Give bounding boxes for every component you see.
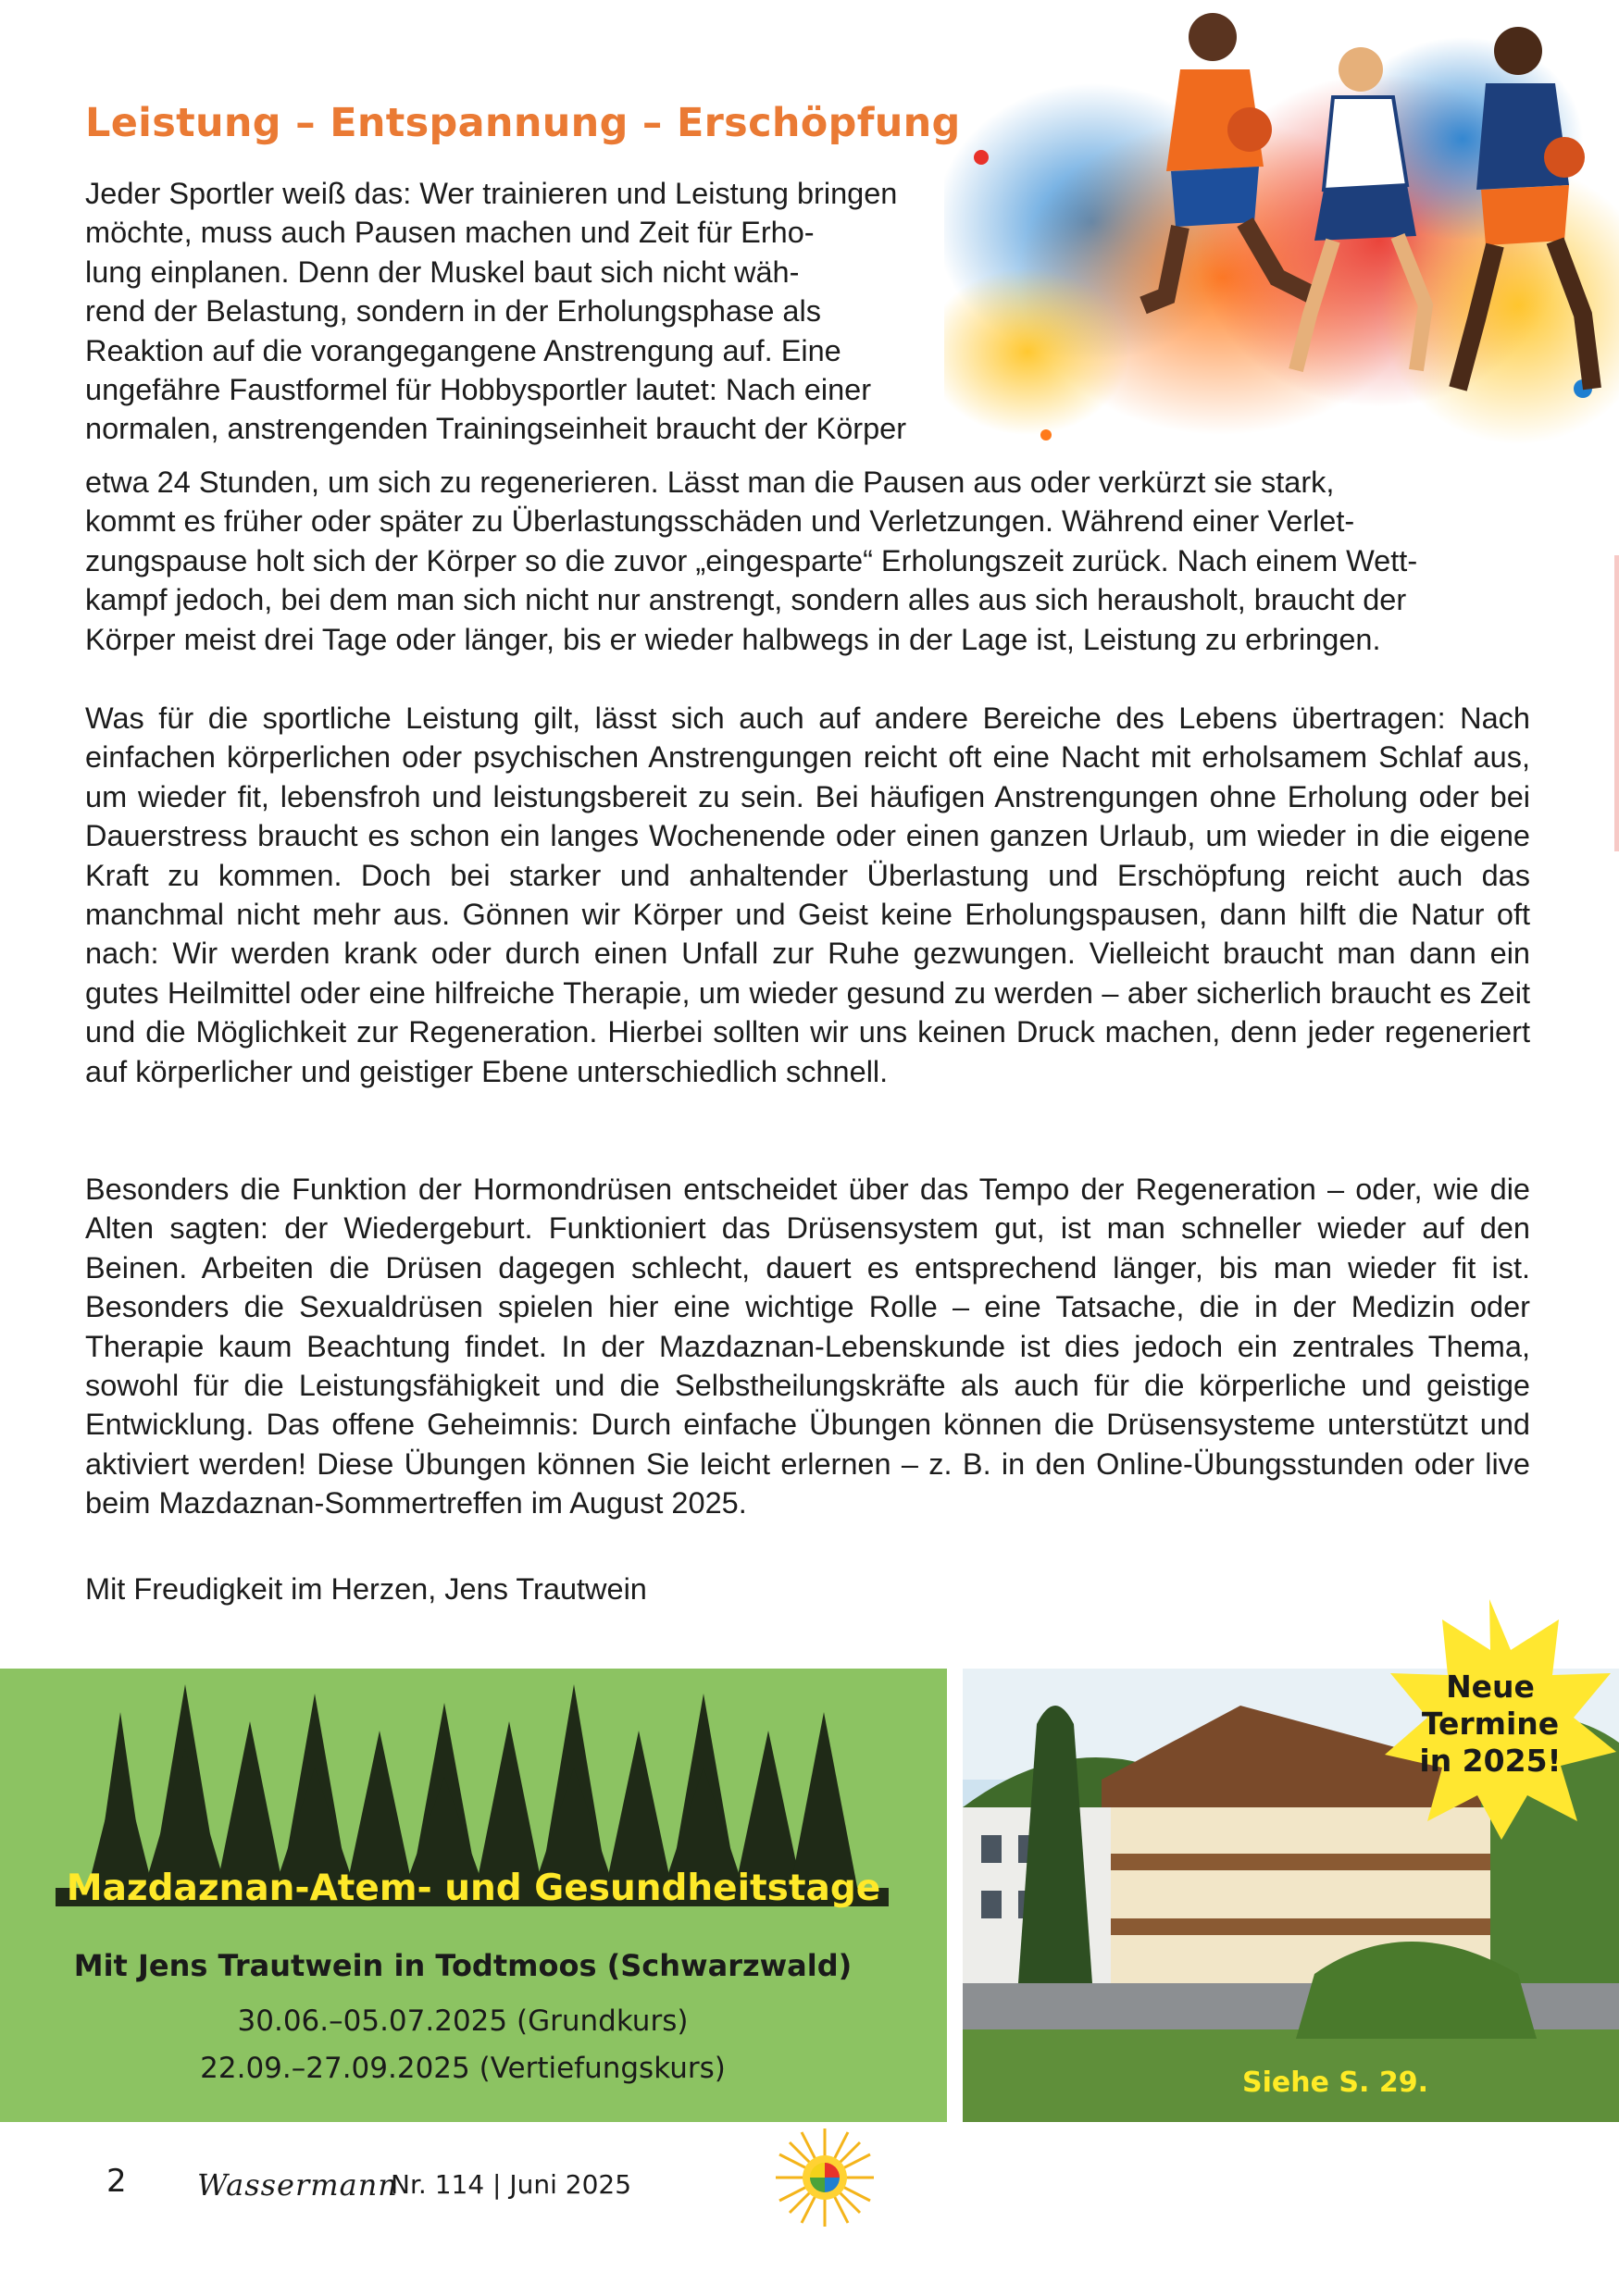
text-line: Reaktion auf die vorangegangene Anstrengung auf. Eine: [85, 333, 841, 367]
badge-line: Neue: [1446, 1669, 1535, 1705]
publication-name: Wassermann: [197, 2167, 398, 2203]
text-line: möchte, muss auch Pausen machen und Zeit für Erho-: [85, 216, 815, 250]
article-paragraph-2: Was für die sportliche Leistung gilt, lässt sich auch auf andere Bereiche des Lebens übertragen: Nach einfachen körperlichen oder psychischen Anstrengungen reicht oft eine Nacht mit erholsamem Schlaf aus, um wieder fit, lebensfroh und leistungsbereit zu sein. Bei häufigen Anstrengungen ohne Erholung oder bei Dauerstress braucht es schon ein langes Wochenende oder einen ganzen Urlaub, um wieder in die eigene Kraft zu kommen. Doch bei starker und anhaltender Überlastung und Erschöpfung reicht auch das manchmal nicht mehr aus. Gönnen wir Körper und Geist keine Erholungspausen, dann hilft die Natur oft nach: Wir werden krank oder durch einen Unfall zur Ruhe gezwungen. Vielleicht braucht man dann ein gutes Heilmittel oder eine hilfreiche Therapie, um wieder gesund zu werden – aber sicherlich braucht es Zeit und die Möglichkeit zur Regeneration. Hierbei sollten wir uns keinen Druck machen, denn jeder regeneriert auf körperlicher und geistiger Ebene unterschiedlich schnell.: [85, 701, 1530, 1088]
text-line: ungefähre Faustformel für Hobbysportler lautet: Nach einer: [85, 373, 872, 407]
text-line: rend der Belastung, sondern in der Erholungsphase als: [85, 294, 821, 329]
badge-line: Termine: [1421, 1706, 1560, 1742]
text-line: Körper meist drei Tage oder länger, bis er wieder halbwegs in der Lage ist, Leistung zu erbringen.: [85, 622, 1381, 656]
text-line: Jeder Sportler weiß das: Wer trainieren und Leistung bringen: [85, 177, 898, 210]
sun-logo-icon: [774, 2127, 876, 2228]
article-intro-narrow: [85, 174, 1020, 449]
text-line: kampf jedoch, bei dem man sich nicht nur anstrengt, sondern alles aus sich herausholt, braucht der: [85, 583, 1407, 617]
event-date-2: 22.09.–27.09.2025 (Vertiefungskurs): [200, 2052, 726, 2085]
article-signature: Mit Freudigkeit im Herzen, Jens Trautwein: [85, 1572, 647, 1606]
article-paragraph-3: Besonders die Funktion der Hormondrüsen entscheidet über das Tempo der Regeneration – oder, wie die Alten sagten: der Wiedergeburt. Funktioniert das Drüsensystem gut, ist man schneller wieder auf den Beinen. Arbeiten die Drüsen dagegen schlecht, dauert es entsprechend länger, bis man wieder fit ist. Besonders die Sexualdrüsen spielen hier eine wichtige Rolle – eine Tatsache, die in der Medizin oder Therapie kaum Beachtung findet. In der Mazdaznan-Lebenskunde ist dies jedoch ein zentrales Thema, sowohl für die Leistungsfähigkeit und die Selbstheilungskräfte als auch für die körperliche und geistige Entwicklung. Das offene Geheimnis: Durch einfache Übungen können die Drüsensysteme unterstützt und aktiviert werden! Diese Übungen können Sie leicht erlernen – z. B. in den Online-Übungsstunden oder live beim Mazdaznan-Sommertreffen im August 2025.: [85, 1173, 1530, 1520]
text-line: kommt es früher oder später zu Überlastungsschäden und Verletzungen. Während einer Verlet-: [85, 504, 1355, 539]
event-subtitle: Mit Jens Trautwein in Todtmoos (Schwarzwald): [73, 1948, 853, 1983]
event-title: Mazdaznan-Atem- und Gesundheitstage: [66, 1868, 881, 1909]
text-line: normalen, anstrengenden Trainingseinheit braucht der Körper: [85, 412, 907, 446]
article-intro-wide: [85, 463, 1530, 659]
page-edge-marker: [1614, 555, 1619, 851]
text-line: lung einplanen. Denn der Muskel baut sich nicht wäh-: [85, 254, 800, 289]
text-line: etwa 24 Stunden, um sich zu regenerieren. Lässt man die Pausen aus oder verkürzt sie stark,: [85, 465, 1335, 499]
issue-info: Nr. 114 | Juni 2025: [391, 2169, 632, 2200]
article-title: Leistung – Entspannung – Erschöpfung: [85, 100, 961, 146]
athletes-illustration: [944, 0, 1619, 463]
text-line: zungspause holt sich der Körper so die zuvor „eingesparte“ Erholungszeit zurück. Nach einem Wett-: [85, 543, 1418, 577]
event-date-1: 30.06.–05.07.2025 (Grundkurs): [237, 2004, 689, 2038]
photo-caption: Siehe S. 29.: [1242, 2066, 1428, 2099]
page-number: 2: [106, 2163, 127, 2200]
badge-line: in 2025!: [1419, 1743, 1562, 1779]
badge-text: [1414, 1669, 1566, 1780]
fir-trees-silhouette: [56, 1629, 889, 1906]
